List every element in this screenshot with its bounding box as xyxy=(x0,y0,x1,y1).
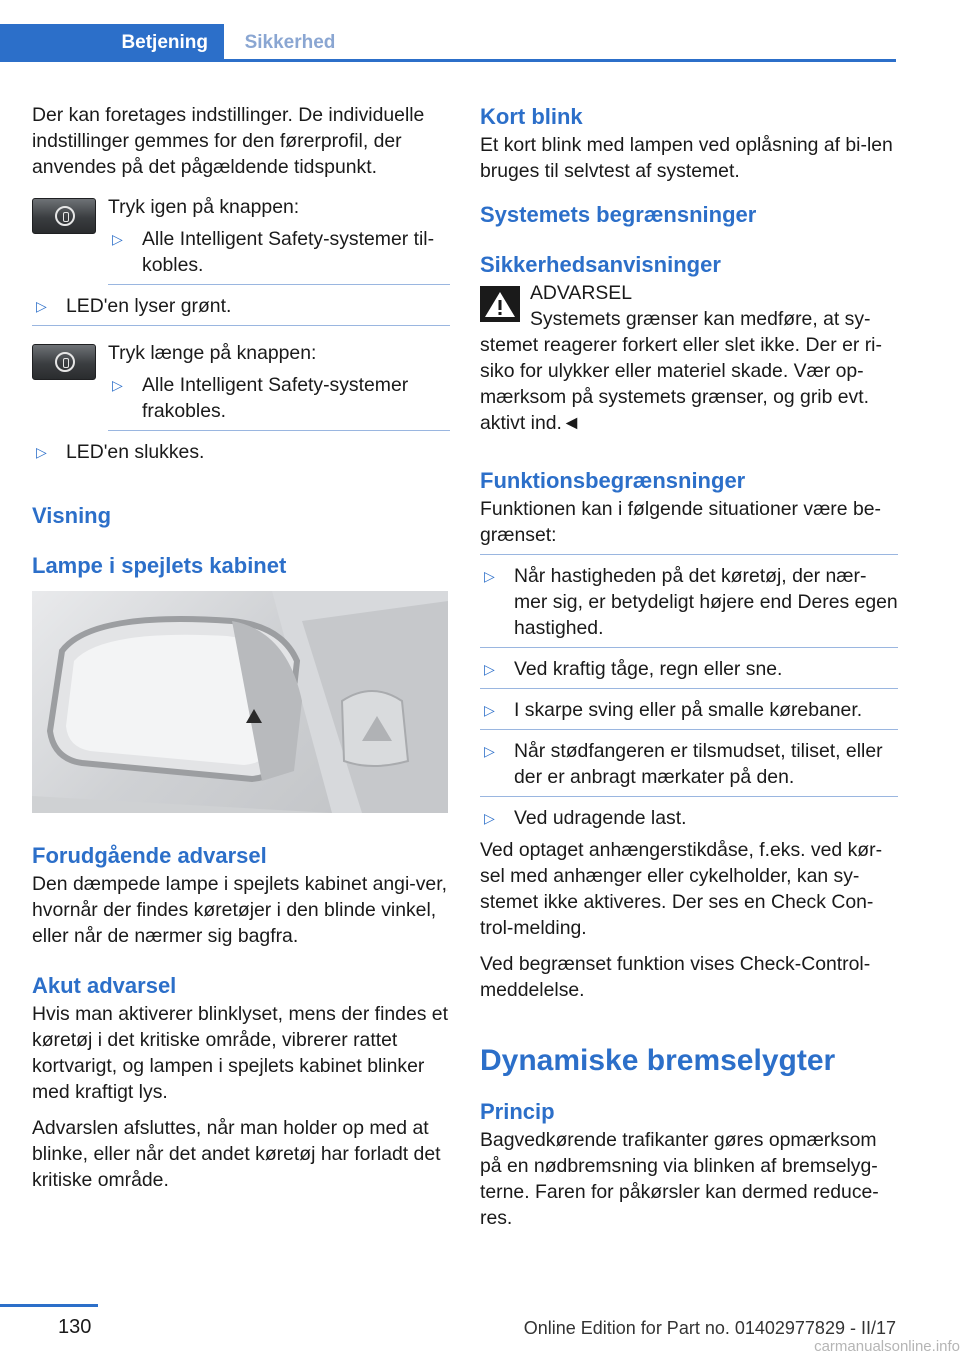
forudgaaende-text: Den dæmpede lampe i spejlets kabinet angi-ver, hvornår der findes køretøjer i den blinde vinkel, eller når de nærmer sig bagfra. xyxy=(32,873,447,947)
divider xyxy=(32,325,450,326)
list-item: ▷ Når hastigheden på det køretøj, der nær-mer sig, er betydeligt højere end Deres egen hastighed. xyxy=(484,565,898,639)
list-item: ▷ LED'en lyser grønt. xyxy=(36,295,232,317)
press-long-text: Tryk længe på knappen: xyxy=(108,342,317,364)
list-item: ▷ Alle Intelligent Safety-systemer frakobles. xyxy=(112,374,409,422)
funk-intro-text: Funktionen kan i følgende situationer være be-grænset: xyxy=(480,498,881,546)
akut-text-2: Advarslen afsluttes, når man holder op med at blinke, eller når det andet køretøj har forladt det kritiske område. xyxy=(32,1117,441,1191)
divider xyxy=(480,729,898,730)
list-item: ▷ Alle Intelligent Safety-systemer til-kobles. xyxy=(112,228,435,276)
bullet-triangle-icon: ▷ xyxy=(36,298,47,314)
divider xyxy=(480,688,898,689)
press-again-text: Tryk igen på knappen: xyxy=(108,196,300,218)
bullet-triangle-icon: ▷ xyxy=(484,810,495,826)
princip-text: Bagvedkørende trafikanter gøres opmærksom på en nødbremsning via blinken af bremselyg-terne. Faren for påkørsler kan dermed reduce-res. xyxy=(480,1129,879,1229)
heading-funktionsbegraensninger: Funktionsbegrænsninger xyxy=(480,468,746,493)
warning-text: Systemets grænser kan medføre, at sy-stemet reagerer forkert eller slet ikke. Der er ri-siko for ulykker eller materiel skade. Vær op-mærksom på systemets grænser, og grib evt. aktivt ind.◄ xyxy=(480,308,882,434)
press-long-block xyxy=(32,340,450,431)
header-tabbar xyxy=(0,24,896,62)
watermark: carmanualsonline.info xyxy=(814,1338,960,1355)
page-number: 130 xyxy=(58,1316,92,1338)
bullet-triangle-icon: ▷ xyxy=(484,661,495,677)
heading-princip: Princip xyxy=(480,1099,555,1124)
heading-visning: Visning xyxy=(32,503,112,528)
tab-sikkerhed[interactable]: Sikkerhed xyxy=(244,32,336,53)
divider xyxy=(480,554,898,555)
kort-blink-text: Et kort blink med lampen ved oplåsning af bi-len bruges til selvtest af systemet. xyxy=(480,134,893,182)
intro-text: Der kan foretages indstillinger. De individuelle indstillinger gemmes for den førerprofil, der anvendes på det pågældende tidspunkt. xyxy=(32,104,425,178)
bullet-triangle-icon: ▷ xyxy=(112,231,123,247)
trailer-text: Ved optaget anhængerstikdåse, f.eks. ved kør-sel med anhænger eller cykelholder, kan sy-stemet ikke aktiveres. Der ses en Check Con-trol-melding. xyxy=(480,839,883,939)
edition-text: Online Edition for Part no. 01402977829 - II/17 xyxy=(523,1318,896,1338)
bullet-triangle-icon: ▷ xyxy=(484,568,495,584)
bullet-triangle-icon: ▷ xyxy=(484,702,495,718)
tab-betjening[interactable]: Betjening xyxy=(0,24,224,62)
intelligent-safety-button-icon xyxy=(32,344,96,380)
warning-triangle-icon xyxy=(480,286,520,322)
intelligent-safety-button-icon xyxy=(32,198,96,234)
divider xyxy=(480,647,898,648)
heading-dynamiske-bremselygter: Dynamiske bremselygter xyxy=(480,1044,836,1077)
left-column xyxy=(32,102,450,1203)
list-item: ▷ Ved udragende last. xyxy=(484,807,687,829)
heading-forudgaaende: Forudgående advarsel xyxy=(32,843,267,868)
warning-label: ADVARSEL xyxy=(530,282,633,304)
bullet-triangle-icon: ▷ xyxy=(484,743,495,759)
footer-rule xyxy=(0,1304,98,1307)
heading-systemets-begraensninger: Systemets begrænsninger xyxy=(480,202,757,227)
right-column xyxy=(480,102,898,1241)
heading-kort-blink: Kort blink xyxy=(480,104,583,129)
list-item: ▷ I skarpe sving eller på smalle kørebaner. xyxy=(484,699,863,721)
list-item: ▷ Ved kraftig tåge, regn eller sne. xyxy=(484,658,783,680)
warning-block xyxy=(480,280,898,306)
divider xyxy=(480,796,898,797)
mirror-illustration xyxy=(32,591,448,813)
list-item: ▷ LED'en slukkes. xyxy=(36,441,205,463)
divider xyxy=(108,284,450,285)
header-rule xyxy=(0,59,896,62)
bullet-triangle-icon: ▷ xyxy=(36,444,47,460)
divider xyxy=(108,430,450,431)
akut-text-1: Hvis man aktiverer blinklyset, mens der findes et køretøj i det kritiske område, vibrerer rattet kortvarigt, og lampen i spejlets kabinet blinker med kraftigt lys. xyxy=(32,1003,448,1103)
press-again-block xyxy=(32,194,450,285)
heading-akut: Akut advarsel xyxy=(32,973,177,998)
limited-function-text: Ved begrænset funktion vises Check-Control-meddelelse. xyxy=(480,953,871,1001)
bullet-triangle-icon: ▷ xyxy=(112,377,123,393)
heading-sikkerhedsanvisninger: Sikkerhedsanvisninger xyxy=(480,252,721,277)
list-item: ▷ Når stødfangeren er tilsmudset, tiliset, eller der er anbragt mærkater på den. xyxy=(484,740,883,788)
heading-lampe: Lampe i spejlets kabinet xyxy=(32,553,287,578)
